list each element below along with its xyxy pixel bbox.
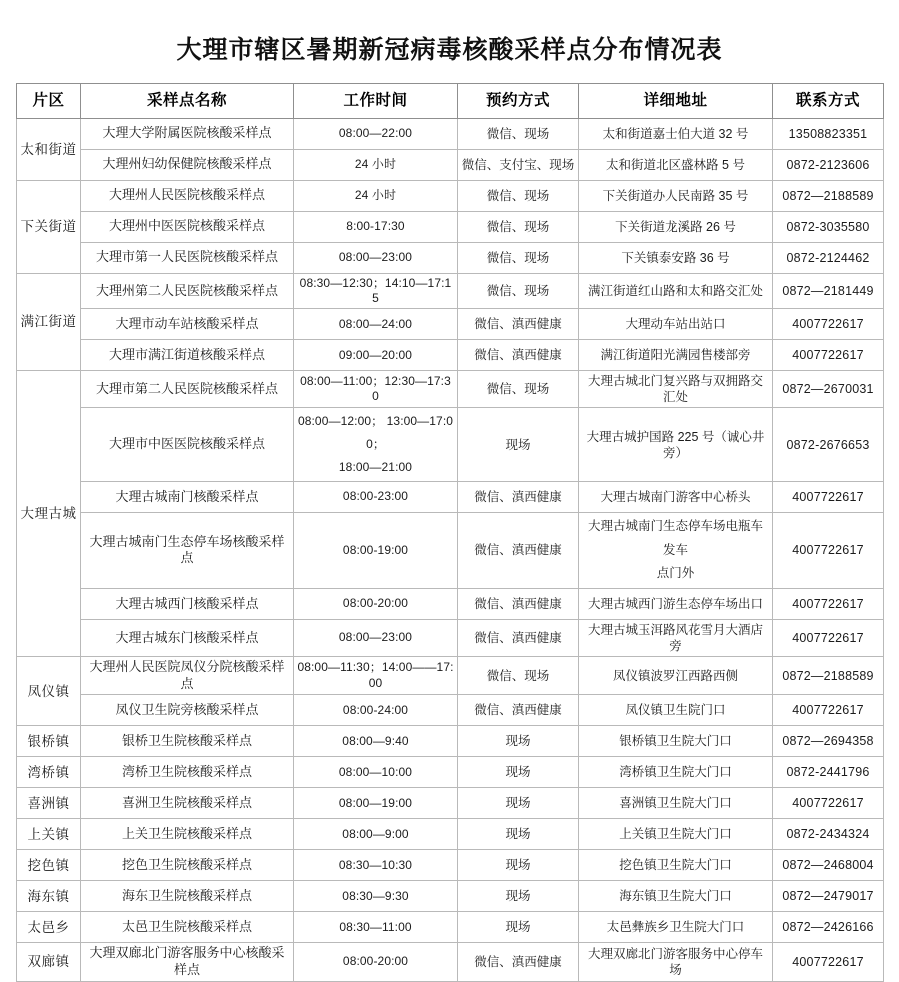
table-row: [17, 589, 884, 620]
phone-cell: 0872—2468004: [773, 850, 884, 881]
working-hours-cell: 09:00—20:00: [294, 340, 458, 371]
working-hours-cell: 08:00-24:00: [294, 695, 458, 726]
address-cell: 大理古城南门生态停车场电瓶车发车 点门外: [579, 512, 773, 588]
column-header-phone: 联系方式: [773, 83, 884, 118]
address-cell: 大理古城西门游生态停车场出口: [579, 589, 773, 620]
address-cell: 满江街道红山路和太和路交汇处: [579, 273, 773, 309]
booking-method-cell: 微信、滇西健康: [458, 620, 579, 657]
table-header: [17, 83, 884, 118]
site-name-cell: 大理古城西门核酸采样点: [81, 589, 294, 620]
table-row: [17, 912, 884, 943]
working-hours-cell: 08:00—23:00: [294, 620, 458, 657]
booking-method-cell: 微信、滇西健康: [458, 512, 579, 588]
table-row: [17, 149, 884, 180]
site-name-cell: 大理市第二人民医院核酸采样点: [81, 371, 294, 408]
booking-method-cell: 微信、支付宝、现场: [458, 149, 579, 180]
sampling-sites-table: [16, 83, 884, 982]
phone-cell: 0872-2434324: [773, 819, 884, 850]
address-cell: 下关街道办人民南路 35 号: [579, 180, 773, 211]
phone-cell: 13508823351: [773, 118, 884, 149]
phone-cell: 0872-2124462: [773, 242, 884, 273]
table-row: [17, 850, 884, 881]
booking-method-cell: 现场: [458, 757, 579, 788]
site-name-cell: 海东卫生院核酸采样点: [81, 881, 294, 912]
booking-method-cell: 微信、滇西健康: [458, 589, 579, 620]
site-name-cell: 挖色卫生院核酸采样点: [81, 850, 294, 881]
area-cell: 太和街道: [17, 118, 81, 180]
phone-cell: 0872—2181449: [773, 273, 884, 309]
working-hours-cell: 08:30—11:00: [294, 912, 458, 943]
table-row: [17, 118, 884, 149]
site-name-cell: 大理州人民医院核酸采样点: [81, 180, 294, 211]
area-cell: 上关镇: [17, 819, 81, 850]
address-cell: 下关街道龙溪路 26 号: [579, 211, 773, 242]
working-hours-cell: 24 小时: [294, 149, 458, 180]
working-hours-cell: 08:00—11:30；14:00——17:00: [294, 657, 458, 695]
site-name-cell: 大理古城东门核酸采样点: [81, 620, 294, 657]
booking-method-cell: 微信、现场: [458, 211, 579, 242]
column-header-hours: 工作时间: [294, 83, 458, 118]
phone-cell: 4007722617: [773, 943, 884, 981]
table-row: [17, 309, 884, 340]
working-hours-cell: 08:00—9:00: [294, 819, 458, 850]
working-hours-cell: 08:00-23:00: [294, 481, 458, 512]
working-hours-cell: 08:00—10:00: [294, 757, 458, 788]
address-cell: 大理动车站出站口: [579, 309, 773, 340]
area-cell: 海东镇: [17, 881, 81, 912]
site-name-cell: 大理市中医医院核酸采样点: [81, 408, 294, 481]
area-cell: 太邑乡: [17, 912, 81, 943]
phone-cell: 0872-2676653: [773, 408, 884, 481]
phone-cell: 4007722617: [773, 481, 884, 512]
booking-method-cell: 现场: [458, 408, 579, 481]
site-name-cell: 大理市第一人民医院核酸采样点: [81, 242, 294, 273]
phone-cell: 4007722617: [773, 589, 884, 620]
table-row: [17, 408, 884, 481]
phone-cell: 4007722617: [773, 695, 884, 726]
table-row: [17, 657, 884, 695]
phone-cell: 4007722617: [773, 309, 884, 340]
working-hours-cell: 08:00-20:00: [294, 943, 458, 981]
address-cell: 喜洲镇卫生院大门口: [579, 788, 773, 819]
working-hours-cell: 08:00—19:00: [294, 788, 458, 819]
booking-method-cell: 微信、滇西健康: [458, 695, 579, 726]
booking-method-cell: 现场: [458, 819, 579, 850]
table-row: [17, 788, 884, 819]
area-cell: 挖色镇: [17, 850, 81, 881]
address-cell: 凤仪镇卫生院门口: [579, 695, 773, 726]
site-name-cell: 大理州人民医院凤仪分院核酸采样点: [81, 657, 294, 695]
working-hours-cell: 08:00—9:40: [294, 726, 458, 757]
phone-cell: 0872—2188589: [773, 180, 884, 211]
column-header-name: 采样点名称: [81, 83, 294, 118]
address-cell: 大理古城护国路 225 号（诚心井旁）: [579, 408, 773, 481]
table-row: [17, 180, 884, 211]
working-hours-cell: 08:00—24:00: [294, 309, 458, 340]
booking-method-cell: 微信、现场: [458, 371, 579, 408]
address-cell: 太邑彝族乡卫生院大门口: [579, 912, 773, 943]
site-name-cell: 湾桥卫生院核酸采样点: [81, 757, 294, 788]
working-hours-cell: 08:30—10:30: [294, 850, 458, 881]
page-title: 大理市辖区暑期新冠病毒核酸采样点分布情况表: [176, 36, 723, 64]
working-hours-cell: 08:00—23:00: [294, 242, 458, 273]
working-hours-cell: 08:00—12:00； 13:00—17:00； 18:00—21:00: [294, 408, 458, 481]
phone-cell: 0872—2670031: [773, 371, 884, 408]
area-cell: 满江街道: [17, 273, 81, 371]
phone-cell: 0872—2479017: [773, 881, 884, 912]
booking-method-cell: 微信、现场: [458, 180, 579, 211]
address-cell: 大理双廊北门游客服务中心停车场: [579, 943, 773, 981]
booking-method-cell: 微信、滇西健康: [458, 481, 579, 512]
working-hours-cell: 08:00—11:00；12:30—17:30: [294, 371, 458, 408]
address-cell: 大理古城北门复兴路与双拥路交汇处: [579, 371, 773, 408]
area-cell: 银桥镇: [17, 726, 81, 757]
site-name-cell: 上关卫生院核酸采样点: [81, 819, 294, 850]
area-cell: 凤仪镇: [17, 657, 81, 726]
address-cell: 大理古城玉洱路风花雪月大酒店旁: [579, 620, 773, 657]
site-name-cell: 喜洲卫生院核酸采样点: [81, 788, 294, 819]
column-header-booking: 预约方式: [458, 83, 579, 118]
booking-method-cell: 现场: [458, 726, 579, 757]
booking-method-cell: 微信、现场: [458, 657, 579, 695]
address-cell: 凤仪镇波罗江西路西侧: [579, 657, 773, 695]
booking-method-cell: 现场: [458, 881, 579, 912]
address-cell: 太和街道北区盛林路 5 号: [579, 149, 773, 180]
booking-method-cell: 微信、滇西健康: [458, 943, 579, 981]
table-row: [17, 943, 884, 981]
phone-cell: 4007722617: [773, 512, 884, 588]
site-name-cell: 太邑卫生院核酸采样点: [81, 912, 294, 943]
address-cell: 挖色镇卫生院大门口: [579, 850, 773, 881]
address-cell: 湾桥镇卫生院大门口: [579, 757, 773, 788]
phone-cell: 4007722617: [773, 340, 884, 371]
phone-cell: 0872—2426166: [773, 912, 884, 943]
table-row: [17, 695, 884, 726]
table-row: [17, 371, 884, 408]
table-row: [17, 881, 884, 912]
table-row: [17, 242, 884, 273]
phone-cell: 0872-2123606: [773, 149, 884, 180]
table-row: [17, 726, 884, 757]
site-name-cell: 大理古城南门核酸采样点: [81, 481, 294, 512]
address-cell: 下关镇泰安路 36 号: [579, 242, 773, 273]
phone-cell: 0872—2694358: [773, 726, 884, 757]
working-hours-cell: 08:00-20:00: [294, 589, 458, 620]
table-header-row: [17, 83, 884, 118]
area-cell: 下关街道: [17, 180, 81, 273]
area-cell: 双廊镇: [17, 943, 81, 981]
phone-cell: 4007722617: [773, 620, 884, 657]
area-cell: 喜洲镇: [17, 788, 81, 819]
table-row: [17, 211, 884, 242]
table-row: [17, 819, 884, 850]
table-body: [17, 118, 884, 981]
address-cell: 银桥镇卫生院大门口: [579, 726, 773, 757]
booking-method-cell: 现场: [458, 788, 579, 819]
working-hours-cell: 08:00-19:00: [294, 512, 458, 588]
address-cell: 上关镇卫生院大门口: [579, 819, 773, 850]
working-hours-cell: 08:00—22:00: [294, 118, 458, 149]
working-hours-cell: 08:30—9:30: [294, 881, 458, 912]
booking-method-cell: 微信、现场: [458, 118, 579, 149]
address-cell: 太和街道嘉士伯大道 32 号: [579, 118, 773, 149]
site-name-cell: 大理双廊北门游客服务中心核酸采样点: [81, 943, 294, 981]
address-cell: 海东镇卫生院大门口: [579, 881, 773, 912]
site-name-cell: 大理州中医医院核酸采样点: [81, 211, 294, 242]
table-row: [17, 757, 884, 788]
booking-method-cell: 微信、滇西健康: [458, 340, 579, 371]
working-hours-cell: 08:30—12:30；14:10—17:15: [294, 273, 458, 309]
column-header-area: 片区: [17, 83, 81, 118]
booking-method-cell: 微信、现场: [458, 273, 579, 309]
site-name-cell: 大理市满江街道核酸采样点: [81, 340, 294, 371]
table-row: [17, 340, 884, 371]
phone-cell: 4007722617: [773, 788, 884, 819]
phone-cell: 0872—2188589: [773, 657, 884, 695]
table-row: [17, 481, 884, 512]
table-row: [17, 512, 884, 588]
table-row: [17, 620, 884, 657]
address-cell: 满江街道阳光满园售楼部旁: [579, 340, 773, 371]
column-header-address: 详细地址: [579, 83, 773, 118]
site-name-cell: 凤仪卫生院旁核酸采样点: [81, 695, 294, 726]
site-name-cell: 大理古城南门生态停车场核酸采样点: [81, 512, 294, 588]
booking-method-cell: 微信、现场: [458, 242, 579, 273]
booking-method-cell: 现场: [458, 912, 579, 943]
site-name-cell: 大理大学附属医院核酸采样点: [81, 118, 294, 149]
site-name-cell: 大理市动车站核酸采样点: [81, 309, 294, 340]
site-name-cell: 银桥卫生院核酸采样点: [81, 726, 294, 757]
booking-method-cell: 现场: [458, 850, 579, 881]
site-name-cell: 大理州第二人民医院核酸采样点: [81, 273, 294, 309]
area-cell: 湾桥镇: [17, 757, 81, 788]
area-cell: 大理古城: [17, 371, 81, 657]
booking-method-cell: 微信、滇西健康: [458, 309, 579, 340]
phone-cell: 0872-3035580: [773, 211, 884, 242]
working-hours-cell: 24 小时: [294, 180, 458, 211]
phone-cell: 0872-2441796: [773, 757, 884, 788]
site-name-cell: 大理州妇幼保健院核酸采样点: [81, 149, 294, 180]
table-row: [17, 273, 884, 309]
address-cell: 大理古城南门游客中心桥头: [579, 481, 773, 512]
working-hours-cell: 8:00-17:30: [294, 211, 458, 242]
